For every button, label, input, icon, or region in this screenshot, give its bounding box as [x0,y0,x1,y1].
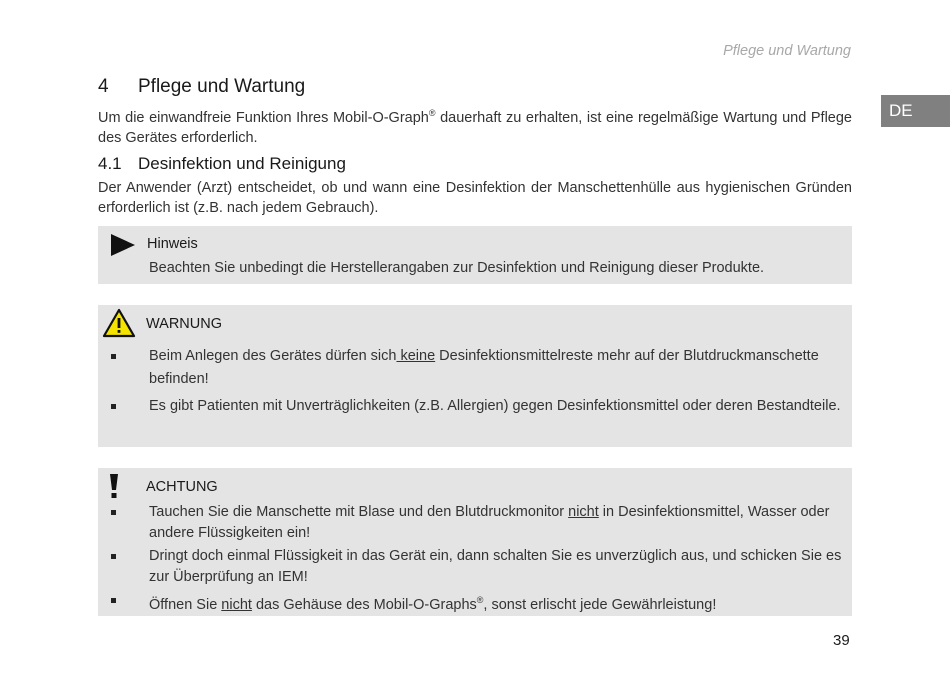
section-number: 4 [98,76,109,97]
warning-title: WARNUNG [146,315,222,332]
hint-text: Beachten Sie unbedingt die Herstellerangaben zur Desinfektion und Reinigung dieser Produkte. [149,259,765,276]
exclamation-icon [109,473,119,504]
caution-item3-text-c: , sonst erlischt jede Gewährleistung! [483,596,717,613]
language-tab[interactable]: DE [881,95,950,127]
bullet-square-icon [111,598,116,603]
caution-item1-text-a: Tauchen Sie die Manschette mit Blase und den Blutdruckmonitor [149,503,569,520]
warning-item2-text: Es gibt Patienten mit Unverträglichkeiten (z.B. Allergien) gegen Desinfektionsmittel oder deren Bestandteile. [149,397,841,414]
bullet-square-icon [111,510,116,515]
warning-item1-emphasis: keine [396,347,436,364]
subsection-heading [98,153,852,175]
running-header: Pflege und Wartung [723,43,851,59]
section-heading [98,74,852,100]
warning-item1-text-b: Desinfektionsmittelreste mehr auf der Blutdruckmanschette befinden! [149,347,819,387]
intro-text-a: Um die einwandfreie Funktion Ihres Mobil-O-Graph [98,109,429,126]
page-number: 39 [833,632,850,649]
caution-title: ACHTUNG [146,478,218,495]
subsection-text: Der Anwender (Arzt) entscheidet, ob und wann eine Desinfektion der Manschettenhülle aus hygienischen Gründen erforderlich ist (z.B. nach jedem Gebrauch). [98,179,852,217]
caution-item1-emphasis: nicht [568,503,599,520]
warning-item1-text-a: Beim Anlegen des Gerätes dürfen sich [149,347,397,364]
caution-item3-emphasis: nicht [221,596,252,613]
subsection-number: 4.1 [98,153,122,173]
section-intro [98,103,852,149]
hint-title: Hinweis [147,235,198,252]
list-item [98,546,842,588]
caution-item3-text-a: Öffnen Sie [149,596,222,613]
registered-mark: ® [428,108,436,118]
list-item [98,502,842,544]
caution-list [98,502,842,616]
caution-box [98,468,852,616]
warning-triangle-icon [102,308,136,343]
hint-box [98,226,852,284]
section-title: Pflege und Wartung [138,76,306,97]
registered-mark: ® [476,594,484,605]
bullet-square-icon [111,354,116,359]
warning-box [98,305,852,447]
list-item [98,395,842,418]
caution-item2-text: Dringt doch einmal Flüssigkeit in das Gerät ein, dann schalten Sie es unverzüglich aus, und schicken Sie es zur Überprüfung an IEM! [149,547,842,585]
intro-text-b: dauerhaft zu erhalten, ist eine regelmäßige Wartung und Pflege des Gerätes erforderlich. [98,109,852,147]
warning-list [98,345,842,418]
page-content [98,74,852,616]
play-triangle-icon [110,233,136,262]
subsection-title: Desinfektion und Reinigung [138,153,346,173]
caution-item3-text-b: das Gehäuse des Mobil-O-Graphs [251,596,477,613]
list-item [98,345,842,391]
list-item [98,590,842,616]
bullet-square-icon [111,404,116,409]
bullet-square-icon [111,554,116,559]
caution-item1-text-b: in Desinfektionsmittel, Wasser oder andere Flüssigkeiten ein! [149,503,830,541]
